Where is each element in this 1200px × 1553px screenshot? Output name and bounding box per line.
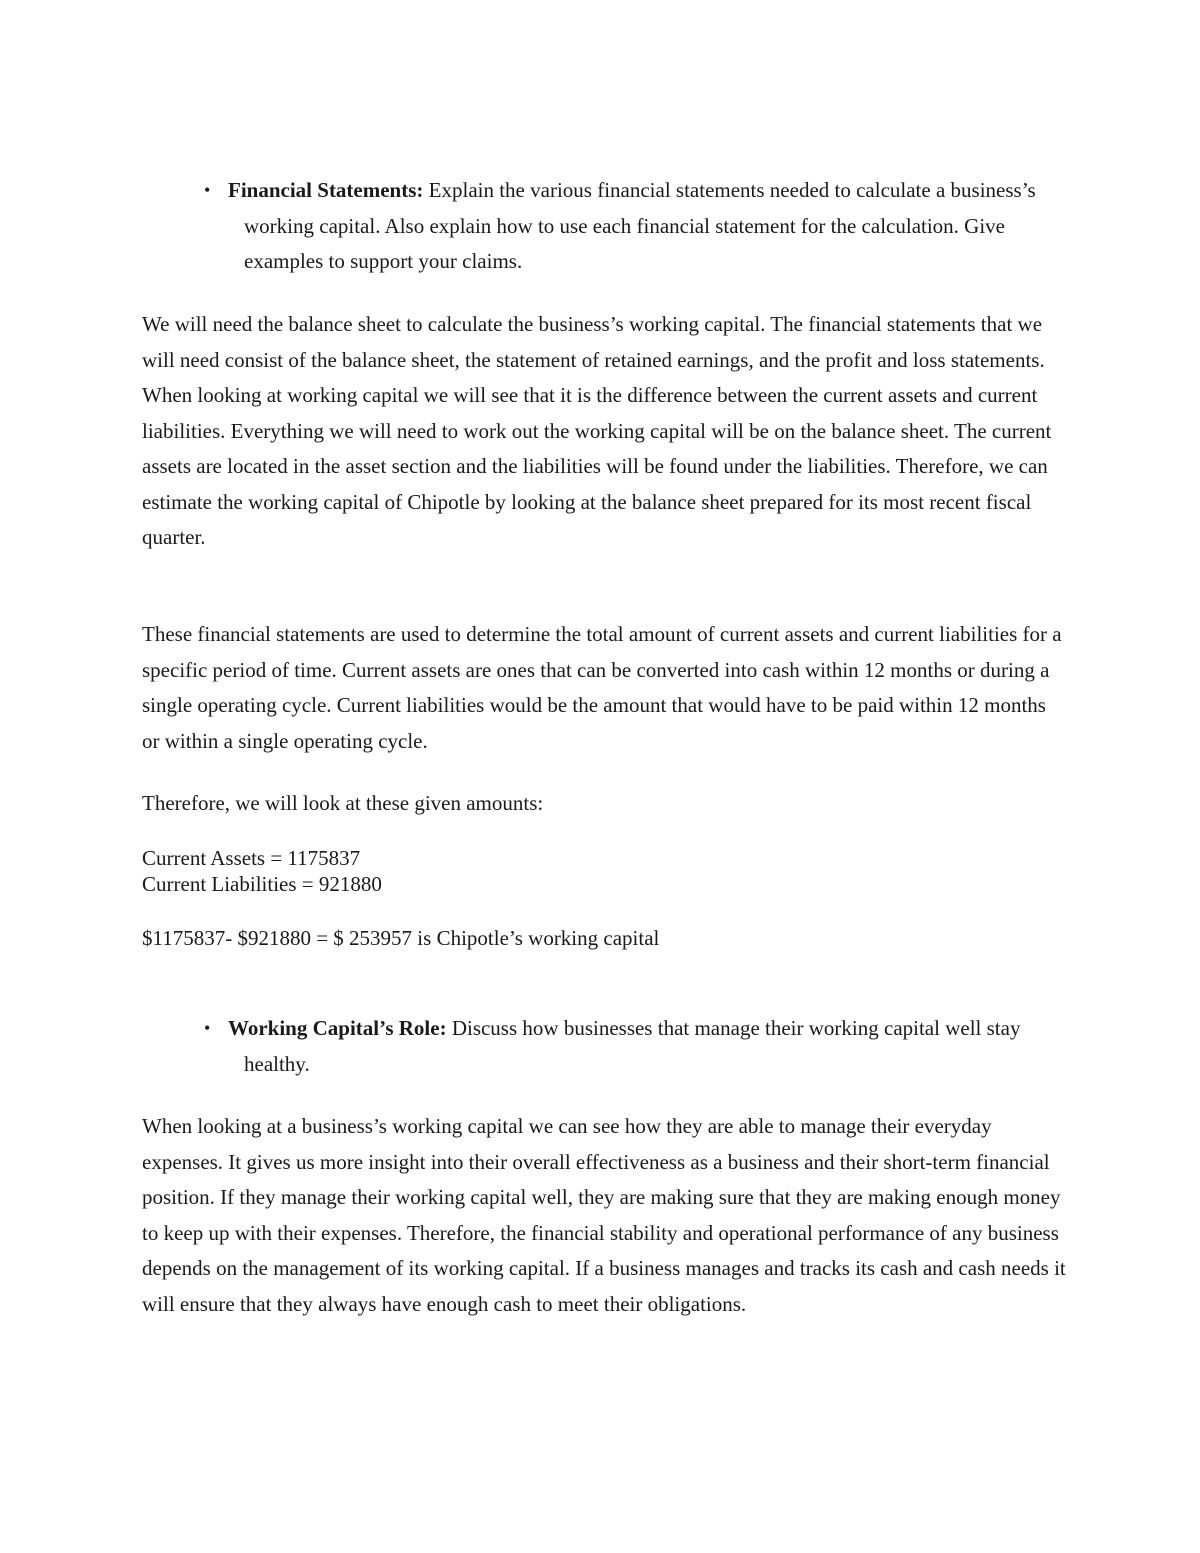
bullet-heading: Working Capital’s Role: [228, 1016, 447, 1040]
paragraph-balance-sheet: We will need the balance sheet to calculate the business’s working capital. The financial statements that we will need consist of the balance sheet, the statement of retained earnings, and the profit and loss statements. When looking at working capital we will see that it is the difference between the current assets and current liabilities. Everything we will need to work out the working capital will be on the balance sheet. The current assets are located in the asset section and the liabilities will be found under the liabilities. Therefore, we can estimate the working capital of Chipotle by looking at the balance sheet prepared for its most recent fiscal quarter. [142, 312, 1052, 549]
current-liabilities-line: Current Liabilities = 921880 [142, 872, 382, 896]
working-capital-result: $1175837- $921880 = $ 253957 is Chipotle’s working capital [142, 926, 660, 950]
paragraph-working-capital-management: When looking at a business’s working capital we can see how they are able to manage their everyday expenses. It gives us more insight into their overall effectiveness as a business and their short-term financial position. If they manage their working capital well, they are making sure that they are making enough money to keep up with their expenses. Therefore, the financial stability and operational performance of any business depends on the management of its working capital. If a business manages and tracks its cash and cash needs it will ensure that they always have enough cash to meet their obligations. [142, 1114, 1066, 1316]
bullet-heading: Financial Statements: [228, 178, 424, 202]
current-assets-line: Current Assets = 1175837 [142, 846, 361, 870]
bullet-financial-statements [204, 173, 1067, 280]
bullet-prompt: Discuss how businesses that manage their working capital well stay healthy. [244, 1016, 1021, 1076]
bullet-icon: • [204, 1018, 211, 1038]
bullet-icon: • [204, 180, 211, 200]
paragraph-given-amounts: Therefore, we will look at these given amounts: [142, 791, 544, 815]
paragraph-current-assets: These financial statements are used to determine the total amount of current assets and current liabilities for a specific period of time. Current assets are ones that can be converted into cash within 12 months or during a single operating cycle. Current liabilities would be the amount that would have to be paid within 12 months or within a single operating cycle. [142, 622, 1062, 753]
bullet-prompt: Explain the various financial statements needed to calculate a business’s working capital. Also explain how to use each financial statement for the calculation. Give examples to support your claims. [244, 178, 1036, 273]
bullet-working-capital-role [204, 1011, 1067, 1082]
